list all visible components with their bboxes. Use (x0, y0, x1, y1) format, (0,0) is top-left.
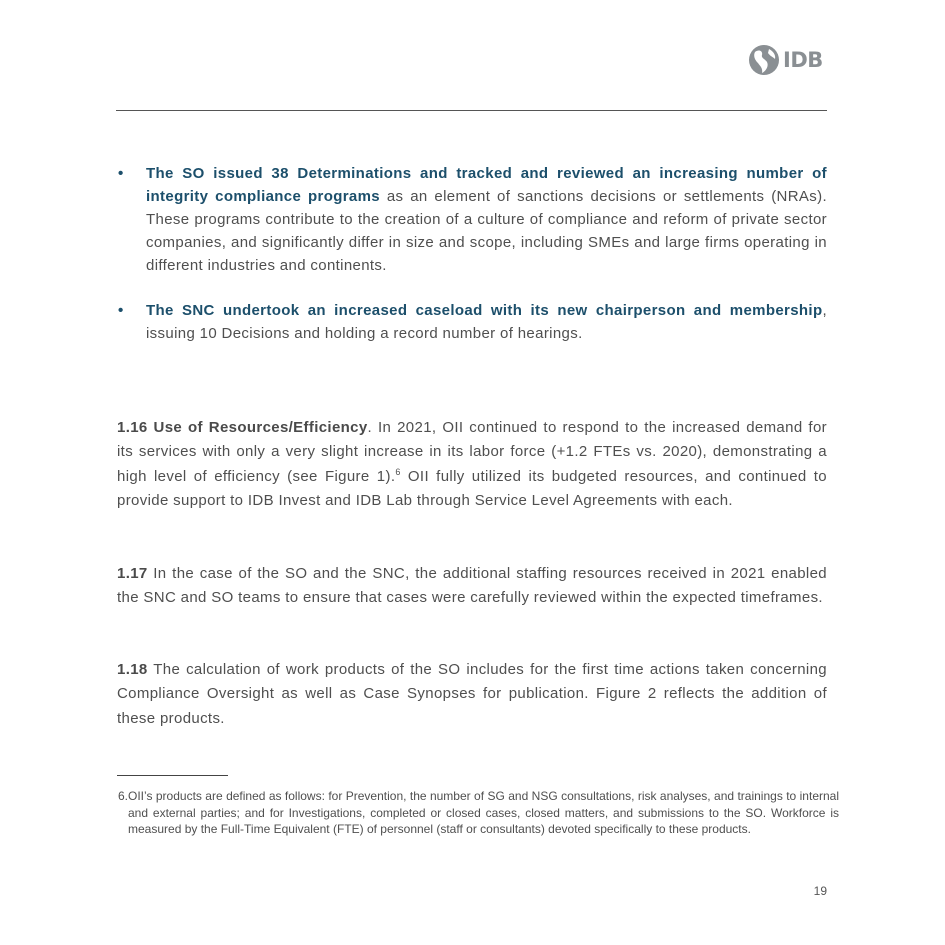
paragraph-number: 1.18 (117, 661, 148, 678)
bullet-icon: • (118, 302, 124, 319)
paragraph-number: 1.17 (117, 565, 148, 582)
bullet-lead: The SNC undertook an increased caseload with its new chairperson and membership (146, 302, 823, 319)
bullet-text: as an element of sanctions decisions or settlements (NRAs). These programs contribute to the creation of a culture of compliance and reform of private sector companies, and significantly differ in size and scope, including SMEs and large firms operating in different industries and continents. (146, 188, 827, 274)
list-item (116, 299, 827, 345)
paragraph-text: . In 2021, OII continued to respond to the increased demand for its services with only a very slight increase in its labor force (+1.2 FTEs vs. 2020), demonstrating a high level of efficiency (see Figure 1). (117, 419, 827, 485)
bullet-text: , issuing 10 Decisions and holding a record number of hearings. (146, 302, 827, 342)
paragraph-number: 1.16 (117, 419, 148, 436)
bullet-icon: • (118, 165, 124, 182)
paragraph-text: The calculation of work products of the SO includes for the first time actions taken concerning Compliance Oversight as well as Case Synopses for publication. Figure 2 reflects the addition of these products. (117, 661, 827, 727)
page-number: 19 (813, 884, 827, 898)
highlights-list (116, 162, 827, 367)
footnote (118, 788, 839, 838)
paragraph-text: In the case of the SO and the SNC, the additional staffing resources received in 2021 enabled the SNC and SO teams to ensure that cases were carefully reviewed within the expected timeframes. (117, 565, 827, 607)
header-divider (116, 110, 827, 111)
logo-wordmark: IDB (783, 48, 823, 72)
paragraph-1-17 (117, 562, 827, 611)
globe-icon (748, 44, 780, 76)
paragraph-1-18 (117, 658, 827, 731)
bullet-lead: The SO issued 38 Determinations and tracked and reviewed an increasing number of integrity compliance programs (146, 165, 827, 205)
footnote-label: 6. (118, 789, 129, 803)
footnote-text: OII’s products are defined as follows: for Prevention, the number of SG and NSG consultations, risk analyses, and trainings to internal and external parties; and for Investigations, completed or closed cases, closed matters, and submissions to the SO. Workforce is measured by the Full-Time Equivalent (FTE) of personnel (staff or consultants) devoted specifically to these products. (128, 789, 839, 836)
list-item (116, 162, 827, 277)
paragraph-heading: Use of Resources/Efficiency (153, 419, 368, 436)
idb-logo (748, 44, 823, 76)
footnote-ref[interactable]: 6 (395, 466, 401, 477)
paragraph-1-16 (117, 416, 827, 513)
footnote-divider (117, 775, 228, 776)
paragraph-text: OII fully utilized its budgeted resources, and continued to provide support to IDB Invest and IDB Lab through Service Level Agreements with each. (117, 467, 827, 509)
